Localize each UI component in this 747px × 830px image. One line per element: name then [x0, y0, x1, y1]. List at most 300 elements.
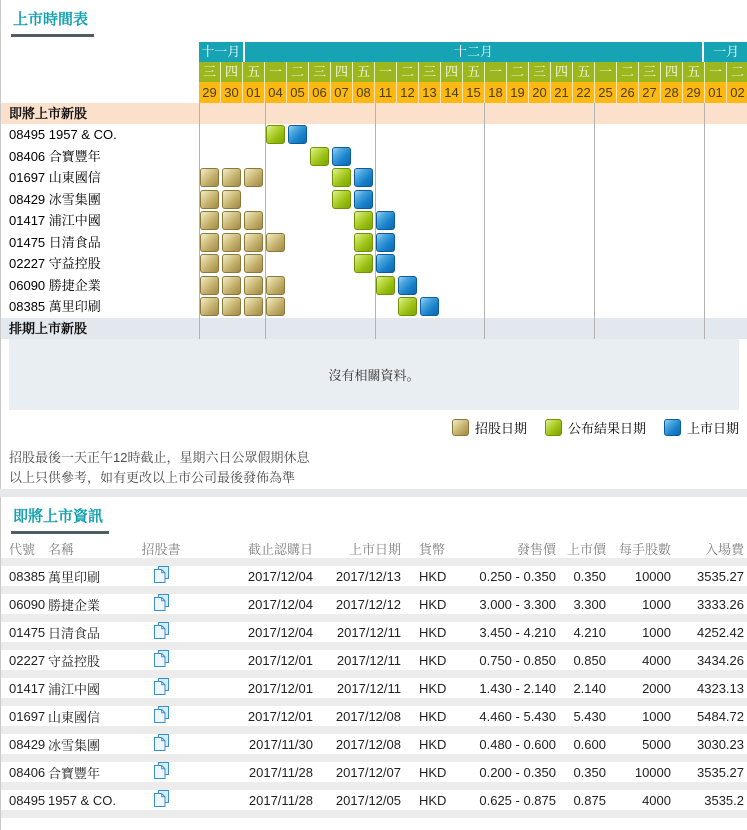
gantt-slot	[484, 232, 506, 254]
gantt-slot	[638, 189, 660, 211]
calendar-date: 05	[286, 82, 308, 103]
lot-size-cell: 2000	[614, 678, 679, 706]
gantt-slot	[484, 167, 506, 189]
calendar-date: 01	[242, 82, 264, 103]
gantt-cell-subscription	[200, 276, 219, 295]
calendar-date: 07	[330, 82, 352, 103]
panel-gap	[0, 489, 747, 497]
entry-fee-cell: 4252.42	[679, 622, 747, 650]
stock-label: 08385 萬里印刷	[9, 299, 101, 314]
gantt-slot	[681, 210, 703, 232]
calendar-month-label: 十二月	[243, 42, 703, 62]
calendar-weekday: 五	[572, 62, 594, 82]
currency-cell: HKD	[409, 678, 464, 706]
gantt-slot	[374, 124, 396, 146]
gantt-slot	[594, 275, 616, 297]
gantt-slot	[616, 210, 638, 232]
gantt-slot	[418, 232, 440, 254]
offer-price-cell: 4.460 - 5.430	[464, 706, 564, 734]
info-panel-title: 即將上市資訊	[11, 505, 109, 534]
gantt-slot	[550, 253, 572, 275]
table-row	[1, 678, 747, 706]
offer-price-cell: 0.625 - 0.875	[464, 790, 564, 818]
gantt-cell-subscription	[244, 211, 263, 230]
stock-code-cell: 08385	[1, 566, 48, 594]
gantt-slot	[440, 146, 462, 168]
deadline-cell: 2017/12/04	[181, 622, 321, 650]
calendar-weekday: 四	[220, 62, 242, 82]
gantt-slot	[659, 296, 681, 318]
lot-size-cell: 10000	[614, 762, 679, 790]
gantt-slot	[243, 296, 265, 318]
calendar-weekday: 三	[418, 62, 440, 82]
gantt-slot	[638, 296, 660, 318]
gantt-cell-subscription	[266, 276, 285, 295]
gantt-slot	[221, 275, 243, 297]
prospectus-icon[interactable]	[154, 734, 169, 751]
gantt-slot	[265, 189, 287, 211]
deadline-cell: 2017/11/28	[181, 790, 321, 818]
gantt-slot	[199, 296, 221, 318]
stock-name-cell: 浦江中國	[48, 678, 141, 706]
gantt-slot	[659, 210, 681, 232]
gantt-slot	[352, 253, 374, 275]
gantt-slot	[287, 232, 309, 254]
gantt-slot	[396, 232, 418, 254]
calendar-date: 29	[199, 82, 220, 103]
calendar-weekday: 四	[440, 62, 462, 82]
table-row	[1, 650, 747, 678]
currency-cell: HKD	[409, 734, 464, 762]
gantt-slot	[352, 124, 374, 146]
gantt-row-grid	[199, 253, 747, 275]
currency-cell: HKD	[409, 594, 464, 622]
calendar-date: 06	[308, 82, 330, 103]
prospectus-cell	[141, 762, 181, 790]
gantt-slot	[528, 275, 550, 297]
gantt-cell-subscription	[222, 168, 241, 187]
calendar-date: 25	[594, 82, 616, 103]
gantt-slot	[352, 146, 374, 168]
calendar-date: 20	[528, 82, 550, 103]
gantt-slot	[703, 167, 725, 189]
currency-cell: HKD	[409, 566, 464, 594]
ipo-info-table	[1, 539, 747, 818]
calendar-weekday: 三	[528, 62, 550, 82]
gantt-slot	[484, 146, 506, 168]
gantt-slot	[616, 146, 638, 168]
gantt-row	[1, 296, 747, 318]
offer-price-cell: 3.450 - 4.210	[464, 622, 564, 650]
offer-price-cell: 0.750 - 0.850	[464, 650, 564, 678]
column-header: 招股書	[141, 539, 181, 566]
stock-code-cell: 01475	[1, 622, 48, 650]
gantt-slot	[528, 253, 550, 275]
gantt-slot	[572, 189, 594, 211]
gantt-cell-result	[332, 190, 351, 209]
currency-cell: HKD	[409, 650, 464, 678]
gantt-slot	[418, 167, 440, 189]
gantt-slot	[243, 232, 265, 254]
no-data-message: 沒有相關資料。	[328, 367, 420, 383]
calendar-date: 08	[352, 82, 374, 103]
listing-date-cell: 2017/12/07	[321, 762, 409, 790]
gantt-slot	[352, 275, 374, 297]
gantt-slot	[440, 167, 462, 189]
gantt-slot	[703, 296, 725, 318]
listing-date-cell: 2017/12/11	[321, 622, 409, 650]
calendar-weekday-row	[199, 62, 747, 82]
legend-label: 上市日期	[686, 421, 739, 436]
gantt-slot	[440, 189, 462, 211]
calendar-date: 19	[506, 82, 528, 103]
calendar-weekday: 五	[242, 62, 264, 82]
calendar-weekday: 四	[330, 62, 352, 82]
stock-name-cell: 山東國信	[48, 706, 141, 734]
gantt-cell-result	[354, 233, 373, 252]
entry-fee-cell: 3030.23	[679, 734, 747, 762]
table-row	[1, 706, 747, 734]
listing-price-cell: 0.600	[564, 734, 614, 762]
gantt-slot	[725, 296, 747, 318]
prospectus-cell	[141, 706, 181, 734]
entry-fee-cell: 3535.27	[679, 762, 747, 790]
lot-size-cell: 4000	[614, 790, 679, 818]
prospectus-cell	[141, 622, 181, 650]
gantt-slot	[484, 189, 506, 211]
gantt-cell-subscription	[222, 211, 241, 230]
gantt-slot	[418, 296, 440, 318]
gantt-slot	[396, 124, 418, 146]
upcoming-listing-info-panel	[0, 497, 747, 830]
listing-price-cell: 4.210	[564, 622, 614, 650]
gantt-slot	[221, 210, 243, 232]
gantt-slot	[374, 232, 396, 254]
deadline-cell: 2017/12/04	[181, 566, 321, 594]
gantt-slot	[418, 124, 440, 146]
legend-swatch-sub	[452, 419, 469, 436]
gantt-slot	[703, 275, 725, 297]
gantt-slot	[594, 124, 616, 146]
gantt-slot	[572, 253, 594, 275]
gantt-slot	[681, 146, 703, 168]
gantt-slot	[308, 189, 330, 211]
stock-label: 01697 山東國信	[9, 170, 101, 185]
gantt-slot	[243, 189, 265, 211]
gantt-slot	[550, 275, 572, 297]
gantt-slot	[308, 124, 330, 146]
gantt-slot	[287, 167, 309, 189]
gantt-slot	[265, 275, 287, 297]
column-header: 截止認購日	[181, 539, 321, 566]
gantt-slot	[725, 189, 747, 211]
gantt-row	[1, 210, 747, 232]
gantt-slot	[243, 275, 265, 297]
calendar-weekday: 五	[462, 62, 484, 82]
gantt-slot	[440, 210, 462, 232]
gantt-slot	[638, 210, 660, 232]
calendar-month-label: 十一月	[201, 44, 241, 59]
gantt-row-grid	[199, 232, 747, 254]
gantt-slot	[287, 146, 309, 168]
gantt-slot	[330, 275, 352, 297]
gantt-slot	[374, 210, 396, 232]
gantt-slot	[528, 232, 550, 254]
calendar-weekday: 二	[286, 62, 308, 82]
gantt-row	[1, 232, 747, 254]
info-title-zone	[1, 497, 747, 539]
gantt-cell-result	[398, 297, 417, 316]
prospectus-icon[interactable]	[154, 790, 169, 807]
calendar-weekday: 一	[264, 62, 286, 82]
listing-price-cell: 0.850	[564, 650, 614, 678]
prospectus-icon[interactable]	[154, 622, 169, 639]
listing-price-cell: 3.300	[564, 594, 614, 622]
calendar-weekday: 一	[374, 62, 396, 82]
gantt-slot	[681, 275, 703, 297]
prospectus-icon[interactable]	[154, 650, 169, 667]
gantt-slot	[221, 167, 243, 189]
deadline-cell: 2017/12/01	[181, 706, 321, 734]
gantt-slot	[418, 189, 440, 211]
gantt-slot	[330, 146, 352, 168]
gantt-cell-result	[376, 276, 395, 295]
gantt-slot	[396, 146, 418, 168]
listing-date-cell: 2017/12/11	[321, 678, 409, 706]
stock-code-cell: 06090	[1, 594, 48, 622]
gantt-slot	[484, 210, 506, 232]
gantt-slot	[199, 210, 221, 232]
gantt-slot	[221, 253, 243, 275]
calendar-date: 28	[660, 82, 682, 103]
gantt-grid-area	[1, 103, 747, 339]
table-row	[1, 734, 747, 762]
prospectus-icon[interactable]	[154, 594, 169, 611]
gantt-slot	[330, 124, 352, 146]
gantt-slot	[506, 253, 528, 275]
gantt-slot	[199, 146, 221, 168]
lot-size-cell: 1000	[614, 622, 679, 650]
gantt-slot	[330, 253, 352, 275]
prospectus-cell	[141, 734, 181, 762]
gantt-slot	[418, 253, 440, 275]
calendar-weekday: 四	[550, 62, 572, 82]
gantt-slot	[199, 232, 221, 254]
gantt-slot	[725, 210, 747, 232]
gantt-slot	[199, 167, 221, 189]
gantt-slot	[638, 253, 660, 275]
gantt-slot	[725, 146, 747, 168]
table-row	[1, 790, 747, 818]
gantt-row-grid	[199, 275, 747, 297]
gantt-cell-subscription	[200, 168, 219, 187]
calendar-month-row	[199, 42, 747, 62]
gantt-slot	[550, 232, 572, 254]
gantt-cell-listing	[332, 147, 351, 166]
gantt-slot	[418, 275, 440, 297]
gantt-cell-listing	[288, 125, 307, 144]
gantt-cell-subscription	[244, 297, 263, 316]
entry-fee-cell: 4323.13	[679, 678, 747, 706]
gantt-slot	[550, 146, 572, 168]
gantt-slot	[396, 210, 418, 232]
gantt-slot	[462, 296, 484, 318]
gantt-cell-result	[310, 147, 329, 166]
gantt-slot	[265, 210, 287, 232]
gantt-cell-listing	[376, 254, 395, 273]
prospectus-icon[interactable]	[154, 762, 169, 779]
gantt-slot	[330, 296, 352, 318]
gantt-slot	[199, 275, 221, 297]
lot-size-cell: 5000	[614, 734, 679, 762]
gantt-slot	[374, 275, 396, 297]
gantt-slot	[659, 253, 681, 275]
gantt-slot	[352, 296, 374, 318]
offer-price-cell: 1.430 - 2.140	[464, 678, 564, 706]
gantt-slot	[506, 167, 528, 189]
gantt-slot	[308, 275, 330, 297]
stock-label: 01417 浦江中國	[9, 213, 101, 228]
gantt-slot	[528, 167, 550, 189]
gantt-slot	[418, 210, 440, 232]
gantt-slot	[396, 275, 418, 297]
gantt-slot	[352, 210, 374, 232]
legend-swatch-res	[545, 419, 562, 436]
stock-label: 08495 1957 & CO.	[9, 127, 117, 142]
footnote-line: 以上只供參考，如有更改以上市公司最後發佈為準	[9, 469, 296, 485]
calendar-date: 04	[264, 82, 286, 103]
gantt-slot	[484, 296, 506, 318]
gantt-slot	[308, 253, 330, 275]
gantt-slot	[550, 189, 572, 211]
table-header-row	[1, 539, 747, 566]
gantt-slot	[462, 189, 484, 211]
prospectus-icon[interactable]	[154, 678, 169, 695]
stock-label: 08406 合寶豐年	[9, 148, 101, 164]
gantt-slot	[287, 124, 309, 146]
offer-price-cell: 0.480 - 0.600	[464, 734, 564, 762]
calendar-weekday: 二	[506, 62, 528, 82]
gantt-slot	[616, 167, 638, 189]
calendar-weekday: 一	[704, 62, 726, 82]
gantt-cell-listing	[398, 276, 417, 295]
column-header: 名稱	[48, 539, 141, 566]
currency-cell: HKD	[409, 790, 464, 818]
listing-date-cell: 2017/12/08	[321, 706, 409, 734]
gantt-slot	[199, 253, 221, 275]
stock-code-cell: 01417	[1, 678, 48, 706]
calendar-weekday: 四	[660, 62, 682, 82]
prospectus-icon[interactable]	[154, 706, 169, 723]
gantt-slot	[725, 124, 747, 146]
listing-price-cell: 0.350	[564, 762, 614, 790]
gantt-slot	[703, 146, 725, 168]
gantt-cell-listing	[420, 297, 439, 316]
calendar-date: 18	[484, 82, 506, 103]
gantt-cell-subscription	[266, 233, 285, 252]
gantt-slot	[725, 275, 747, 297]
gantt-slot	[440, 232, 462, 254]
gantt-slot	[594, 232, 616, 254]
gantt-row-grid	[199, 167, 747, 189]
gantt-slot	[243, 146, 265, 168]
gantt-slot	[572, 124, 594, 146]
stock-name-cell: 合寶豐年	[48, 762, 141, 790]
prospectus-icon[interactable]	[154, 566, 169, 583]
gantt-slot	[374, 296, 396, 318]
gantt-slot	[199, 124, 221, 146]
gantt-slot	[572, 296, 594, 318]
gantt-slot	[396, 253, 418, 275]
gantt-slot	[506, 189, 528, 211]
gantt-slot	[287, 253, 309, 275]
gantt-row	[1, 124, 747, 146]
lot-size-cell: 10000	[614, 566, 679, 594]
gantt-slot	[506, 210, 528, 232]
gantt-slot	[528, 189, 550, 211]
stock-code-cell: 08406	[1, 762, 48, 790]
listing-price-cell: 5.430	[564, 706, 614, 734]
calendar-date: 11	[374, 82, 396, 103]
gantt-slot	[221, 189, 243, 211]
gantt-slot	[374, 253, 396, 275]
legend-item	[452, 418, 527, 437]
stock-code-cell: 08429	[1, 734, 48, 762]
prospectus-cell	[141, 790, 181, 818]
gantt-row	[1, 253, 747, 275]
gantt-cell-subscription	[244, 168, 263, 187]
calendar-date-row	[199, 82, 747, 103]
gantt-slot	[221, 146, 243, 168]
gantt-slot	[265, 124, 287, 146]
gantt-slot	[681, 232, 703, 254]
gantt-slot	[528, 124, 550, 146]
deadline-cell: 2017/12/04	[181, 594, 321, 622]
calendar-weekday: 三	[308, 62, 330, 82]
gantt-slot	[659, 146, 681, 168]
legend-item	[545, 418, 646, 437]
gantt-slot	[572, 210, 594, 232]
deadline-cell: 2017/11/28	[181, 762, 321, 790]
gantt-slot	[330, 210, 352, 232]
gantt-cell-subscription	[200, 297, 219, 316]
gantt-slot	[638, 146, 660, 168]
legend	[1, 416, 747, 440]
legend-label: 公布結果日期	[567, 421, 646, 436]
calendar-date: 12	[396, 82, 418, 103]
gantt-slot	[265, 167, 287, 189]
calendar-date: 26	[616, 82, 638, 103]
gantt-row	[1, 167, 747, 189]
gantt-row-grid	[199, 296, 747, 318]
gantt-slot	[462, 253, 484, 275]
gantt-rows	[1, 124, 747, 318]
gantt-slot	[616, 296, 638, 318]
gantt-slot	[594, 189, 616, 211]
gantt-slot	[396, 167, 418, 189]
entry-fee-cell: 3333.26	[679, 594, 747, 622]
gantt-slot	[396, 189, 418, 211]
gantt-slot	[462, 275, 484, 297]
gantt-slot	[703, 210, 725, 232]
gantt-slot	[616, 253, 638, 275]
gantt-slot	[681, 253, 703, 275]
gantt-slot	[308, 296, 330, 318]
calendar-weekday: 三	[199, 62, 220, 82]
offer-price-cell: 0.250 - 0.350	[464, 566, 564, 594]
gantt-slot	[638, 275, 660, 297]
deadline-cell: 2017/11/30	[181, 734, 321, 762]
